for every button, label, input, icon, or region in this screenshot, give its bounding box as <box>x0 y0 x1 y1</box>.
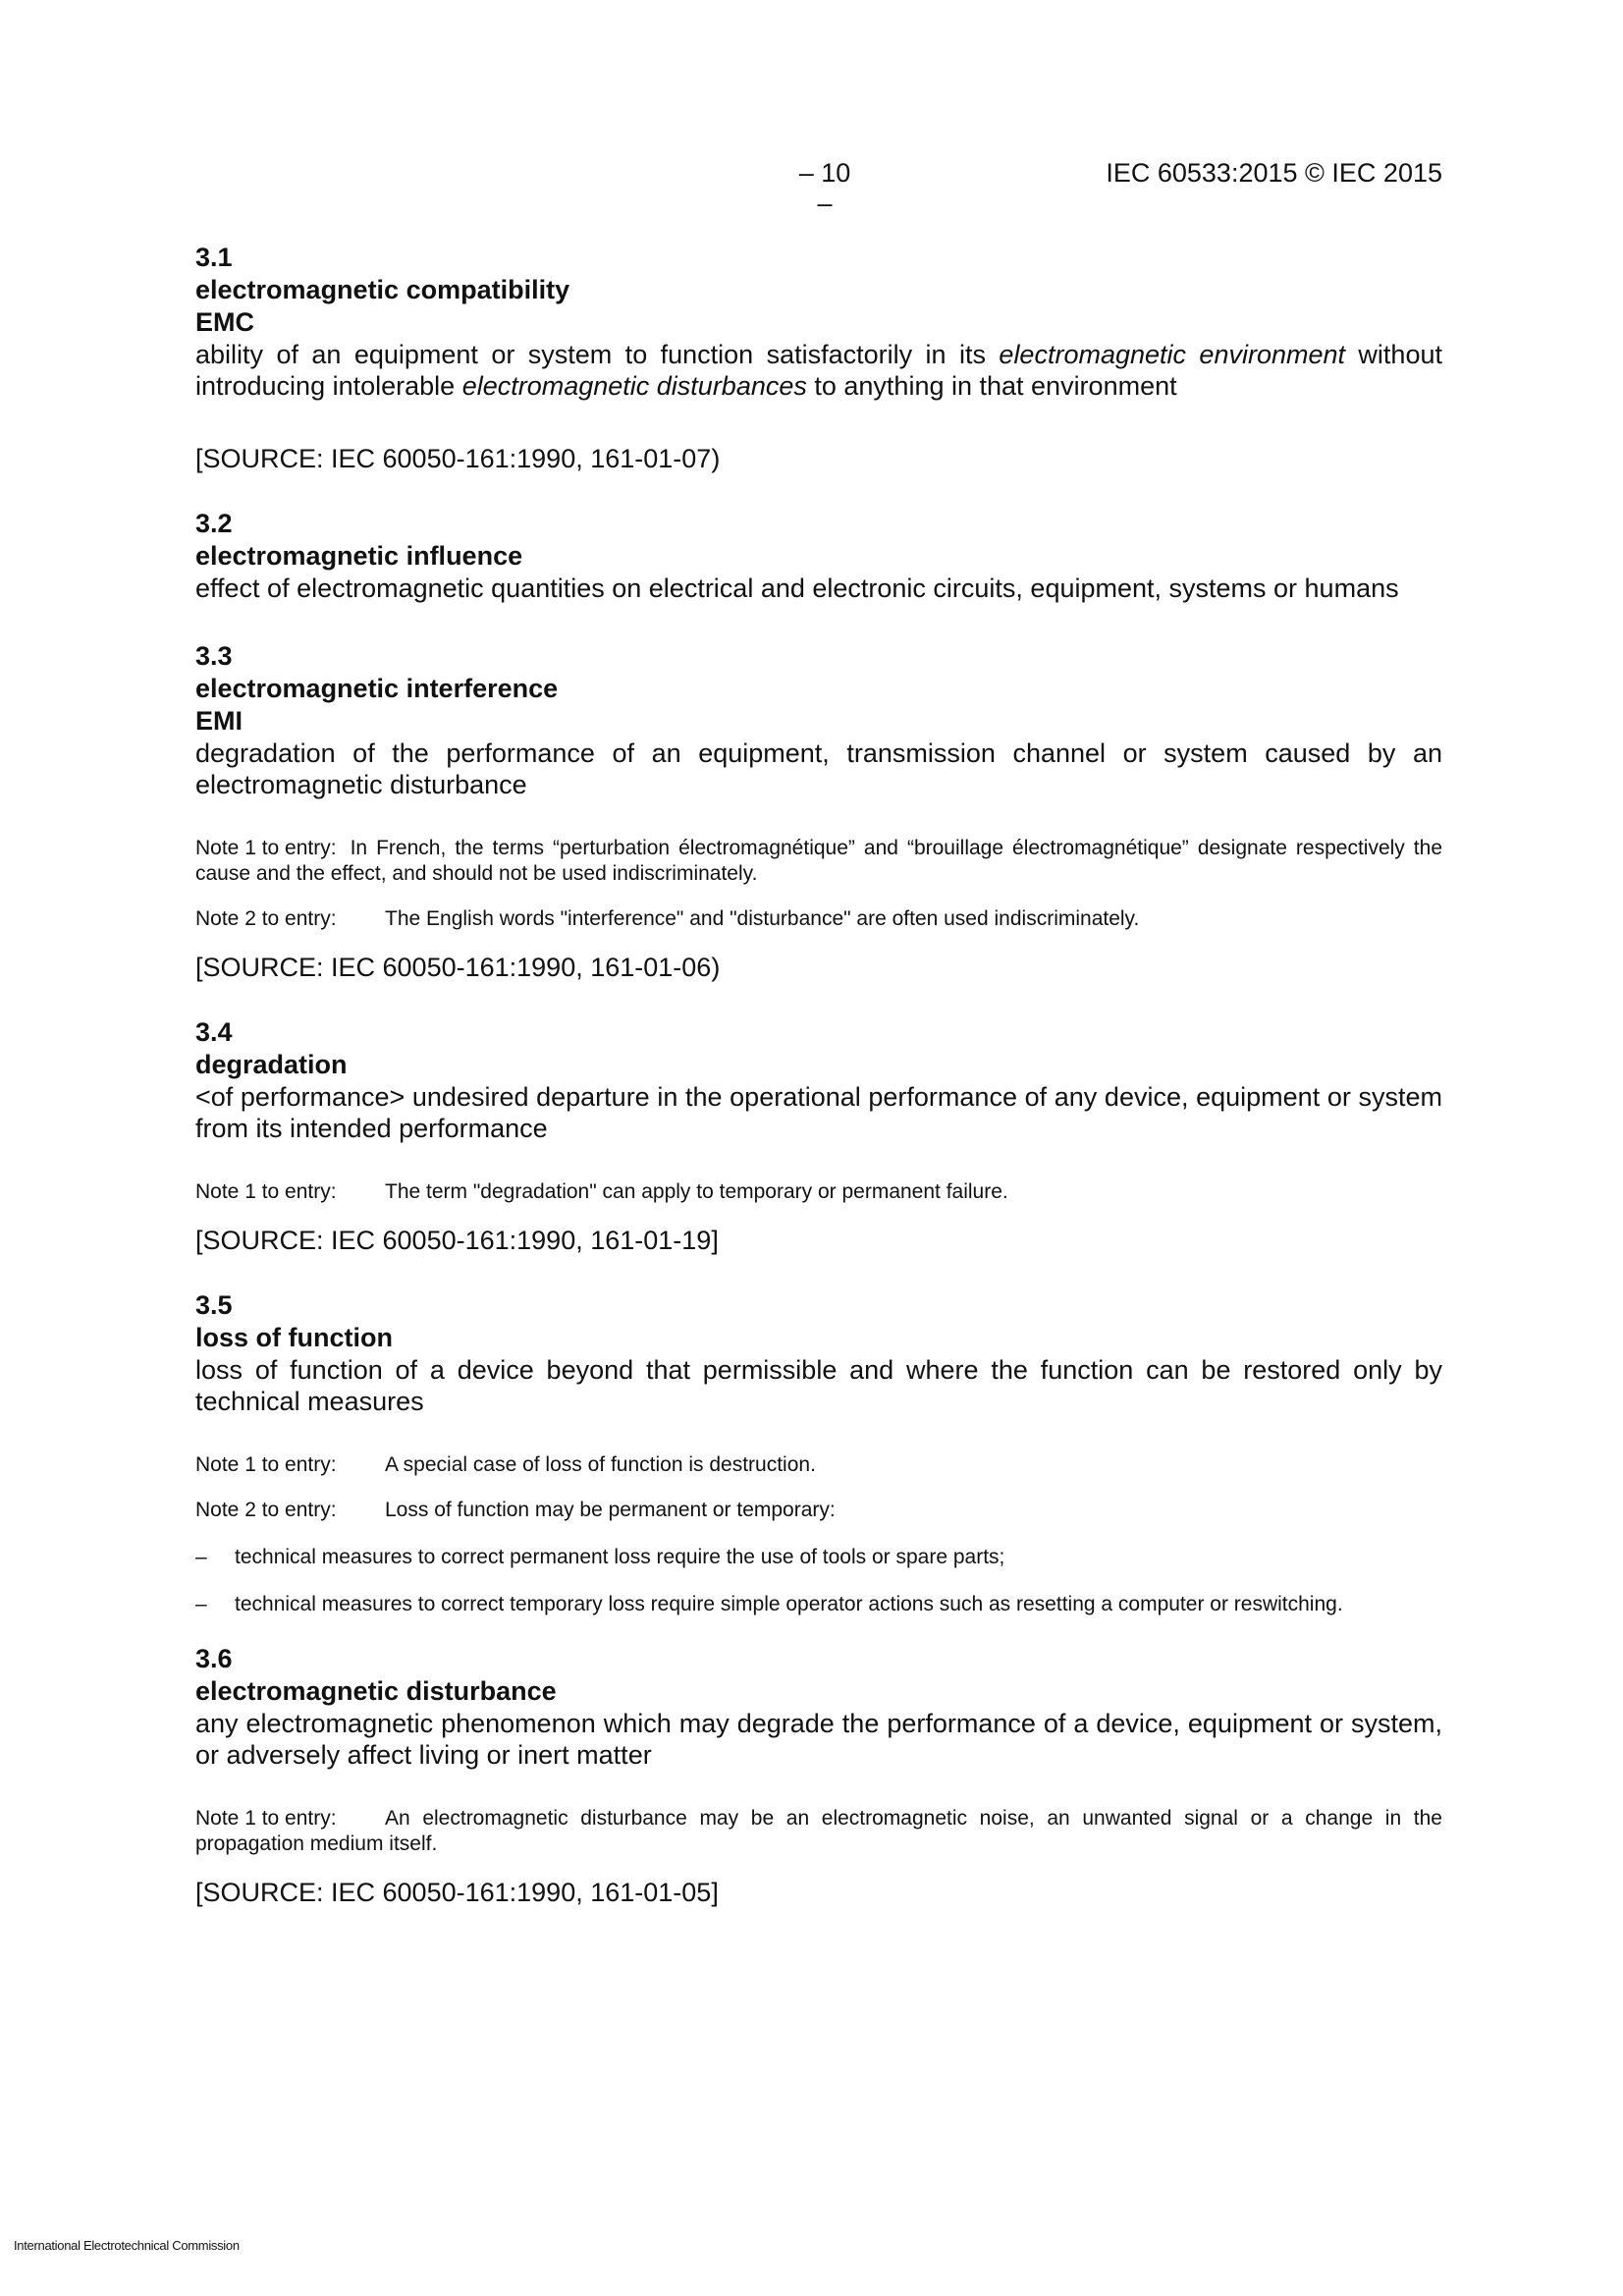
entry-definition: <of performance> undesired departure in the operational performance of any device, equipment or system from its intended performance <box>195 1082 1442 1143</box>
entry-number: 3.4 <box>195 1017 233 1047</box>
entry-3-6 <box>195 1643 1442 1908</box>
entry-number: 3.3 <box>195 641 233 671</box>
entry-definition: ability of an equipment or system to function satisfactorily in its electromagnetic environment without introducing intolerable electromagnetic disturbances to anything in that environment <box>195 340 1442 401</box>
entry-definition: effect of electromagnetic quantities on electrical and electronic circuits, equipment, systems or humans <box>195 574 1399 603</box>
entry-definition: loss of function of a device beyond that permissible and where the function can be restored only by technical measures <box>195 1355 1442 1416</box>
entry-number: 3.6 <box>195 1644 233 1673</box>
entry-number: 3.1 <box>195 243 233 272</box>
entry-term: electromagnetic compatibility <box>195 275 570 304</box>
list-item: – technical measures to correct permanent loss require the use of tools or spare parts; <box>195 1546 1005 1568</box>
note-1: Note 1 to entry: A special case of loss of function is destruction. <box>195 1453 816 1476</box>
entry-source: [SOURCE: IEC 60050-161:1990, 161-01-07) <box>195 444 721 473</box>
entry-definition: any electromagnetic phenomenon which may degrade the performance of a device, equipment or system, or adversely affect living or inert matter <box>195 1709 1442 1770</box>
entry-term: loss of function <box>195 1323 393 1352</box>
note-1: Note 1 to entry: In French, the terms “perturbation électromagnétique” and “brouillage électromagnétique” designate respectively the cause and the effect, and should not be used indiscriminately. <box>195 837 1442 885</box>
entry-source: [SOURCE: IEC 60050-161:1990, 161-01-05] <box>195 1878 719 1907</box>
entry-term: electromagnetic interference <box>195 674 559 703</box>
entry-number: 3.5 <box>195 1290 233 1320</box>
note-2: Note 2 to entry: The English words "interference" and "disturbance" are often used indiscriminately. <box>195 907 1140 930</box>
list-item: – technical measures to correct temporary loss require simple operator actions such as resetting a computer or reswitching. <box>195 1593 1343 1615</box>
entry-3-4 <box>195 1016 1442 1256</box>
standard-reference: IEC 60533:2015 © IEC 2015 <box>1106 158 1442 188</box>
entry-abbreviation: EMC <box>195 307 254 337</box>
entry-number: 3.2 <box>195 509 233 538</box>
page-number: – 10 – <box>798 158 851 218</box>
entry-3-2 <box>195 508 1442 604</box>
entry-3-5 <box>195 1289 1442 1617</box>
entry-abbreviation: EMI <box>195 706 243 736</box>
document-body <box>195 242 1442 1908</box>
note-2: Note 2 to entry: Loss of function may be permanent or temporary: <box>195 1499 836 1521</box>
entry-definition: degradation of the performance of an equipment, transmission channel or system caused by an electromagnetic disturbance <box>195 738 1442 799</box>
note-1: Note 1 to entry: The term "degradation" can apply to temporary or permanent failure. <box>195 1180 1008 1203</box>
entry-term: degradation <box>195 1050 348 1079</box>
entry-term: electromagnetic influence <box>195 541 523 571</box>
footer-publisher: International Electrotechnical Commission <box>14 2238 240 2253</box>
entry-term: electromagnetic disturbance <box>195 1676 557 1706</box>
entry-source: [SOURCE: IEC 60050-161:1990, 161-01-19] <box>195 1226 719 1255</box>
entry-source: [SOURCE: IEC 60050-161:1990, 161-01-06) <box>195 953 721 982</box>
note-1: Note 1 to entry: An electromagnetic disturbance may be an electromagnetic noise, an unwanted signal or a change in the propagation medium itself. <box>195 1807 1442 1855</box>
entry-3-1 <box>195 242 1442 474</box>
entry-3-3 <box>195 640 1442 983</box>
